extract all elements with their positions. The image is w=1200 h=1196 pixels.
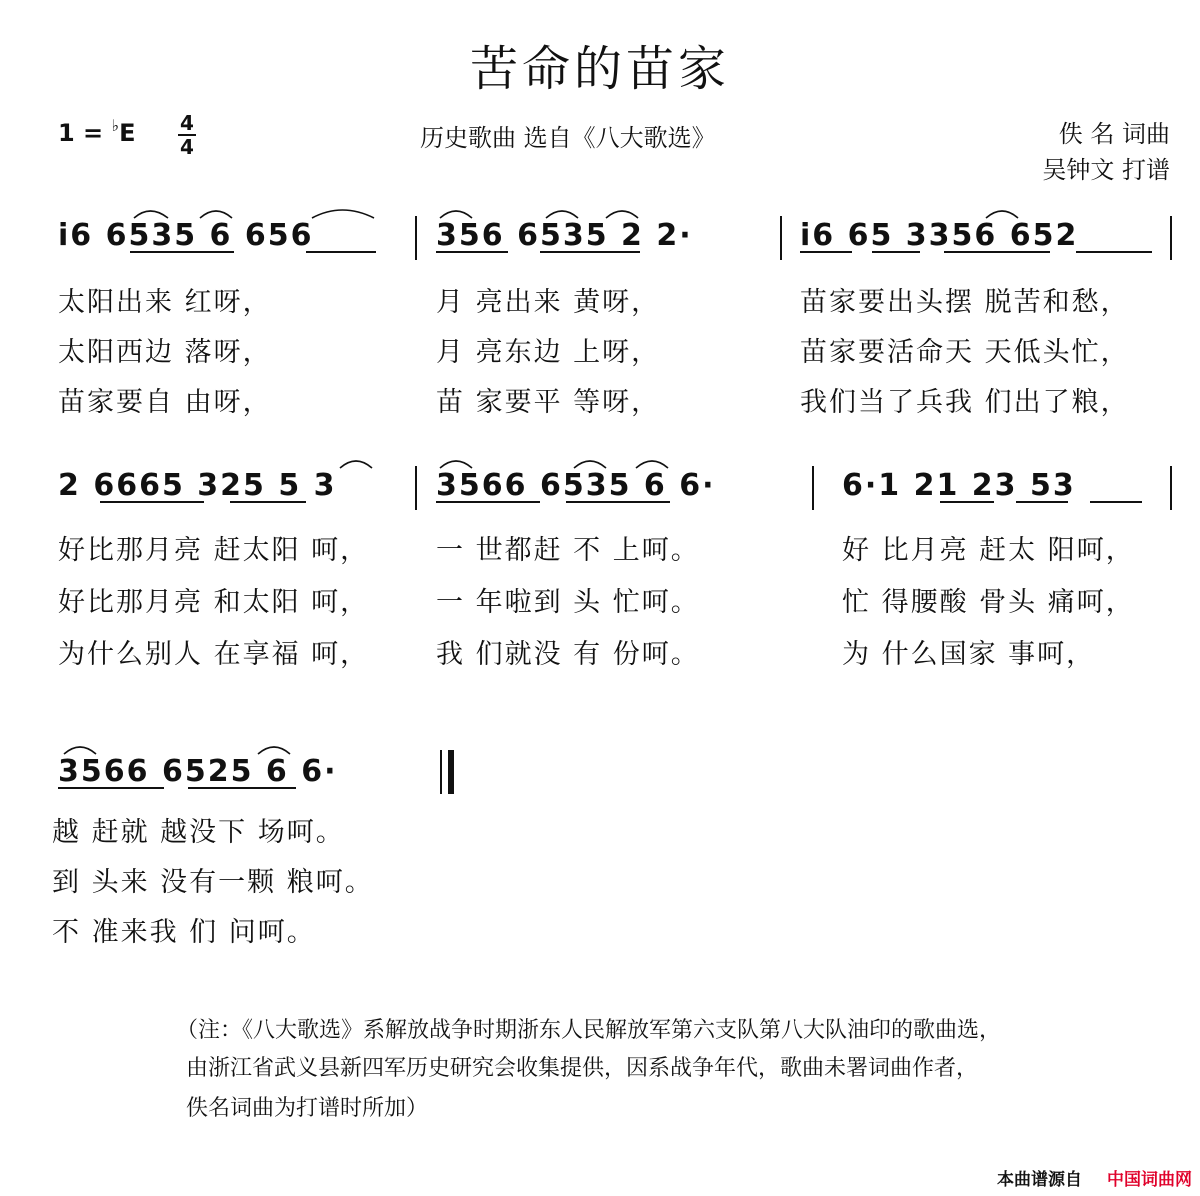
lyric-line: 好比那月亮 和太阳 呵， — [58, 587, 370, 618]
measure-notes: i6 65 3356 652 — [800, 218, 1079, 253]
song-title: 苦命的苗家 — [469, 41, 730, 97]
lyric-line: 月 亮东边 上呀， — [436, 337, 661, 368]
footnote-line: 由浙江省武义县新四军历史研究会收集提供，因系战争年代，歌曲未署词曲作者， — [186, 1056, 979, 1081]
lyric-line: 不 准来我 们 问呵。 — [52, 917, 316, 948]
measure-notes: 3566 6535 6 6· — [436, 468, 716, 503]
lyric-line: 一 世都赶 不 上呵。 — [436, 535, 700, 566]
lyric-line: 到 头来 没有一颗 粮呵。 — [52, 867, 374, 898]
credit-transcriber: 吴钟文 打谱 — [1042, 156, 1170, 184]
lyric-line: 为什么别人 在享福 呵， — [58, 639, 370, 670]
measure-notes: 2 6665 325 5 3 — [58, 468, 337, 503]
lyric-line: 月 亮出来 黄呀， — [436, 287, 661, 318]
site-link[interactable]: 中国词曲网 — [1107, 1170, 1192, 1190]
time-bottom: 4 — [178, 134, 196, 158]
lyric-line: 我们当了兵我 们出了粮， — [800, 387, 1130, 418]
lyric-line: 忙 得腰酸 骨头 痛呵， — [842, 587, 1135, 618]
credit-lyrics-music: 佚 名 词曲 — [1058, 120, 1170, 148]
time-top: 4 — [180, 111, 194, 135]
measure-notes: i6 6535 6 656 — [58, 218, 314, 253]
lyric-line: 太阳西边 落呀， — [58, 337, 272, 368]
lyric-line: 越 赶就 越没下 场呵。 — [52, 817, 345, 848]
key-note: E — [119, 119, 136, 147]
lyric-line: 苗 家要平 等呀， — [436, 387, 661, 418]
lyric-line: 太阳出来 红呀， — [58, 287, 272, 318]
flat-icon: ♭ — [111, 116, 120, 135]
footnote-line: （注：《八大歌选》系解放战争时期浙东人民解放军第六支队第八大队油印的歌曲选， — [176, 1018, 1002, 1043]
source-label: 本曲谱源自 — [997, 1170, 1082, 1190]
measure-notes: 3566 6525 6 6· — [58, 754, 338, 789]
subtitle: 历史歌曲 选自《八大歌选》 — [420, 124, 716, 152]
lyric-line: 好 比月亮 赶太 阳呵， — [842, 535, 1135, 566]
footnote-line: 佚名词曲为打谱时所加） — [186, 1096, 429, 1121]
lyric-line: 苗家要出头摆 脱苦和愁， — [800, 287, 1130, 318]
lyric-line: 好比那月亮 赶太阳 呵， — [58, 535, 370, 566]
measure-notes: 6·1 21 23 53 — [842, 468, 1076, 503]
lyric-line: 苗家要活命天 天低头忙， — [800, 337, 1130, 368]
measure-notes: 356 6535 2 2· — [436, 218, 693, 253]
lyric-line: 为 什么国家 事呵， — [842, 639, 1096, 670]
lyric-line: 我 们就没 有 份呵。 — [436, 639, 700, 670]
key-prefix: 1 = — [58, 119, 112, 147]
lyric-line: 苗家要自 由呀， — [58, 387, 272, 418]
lyric-line: 一 年啦到 头 忙呵。 — [436, 587, 700, 618]
